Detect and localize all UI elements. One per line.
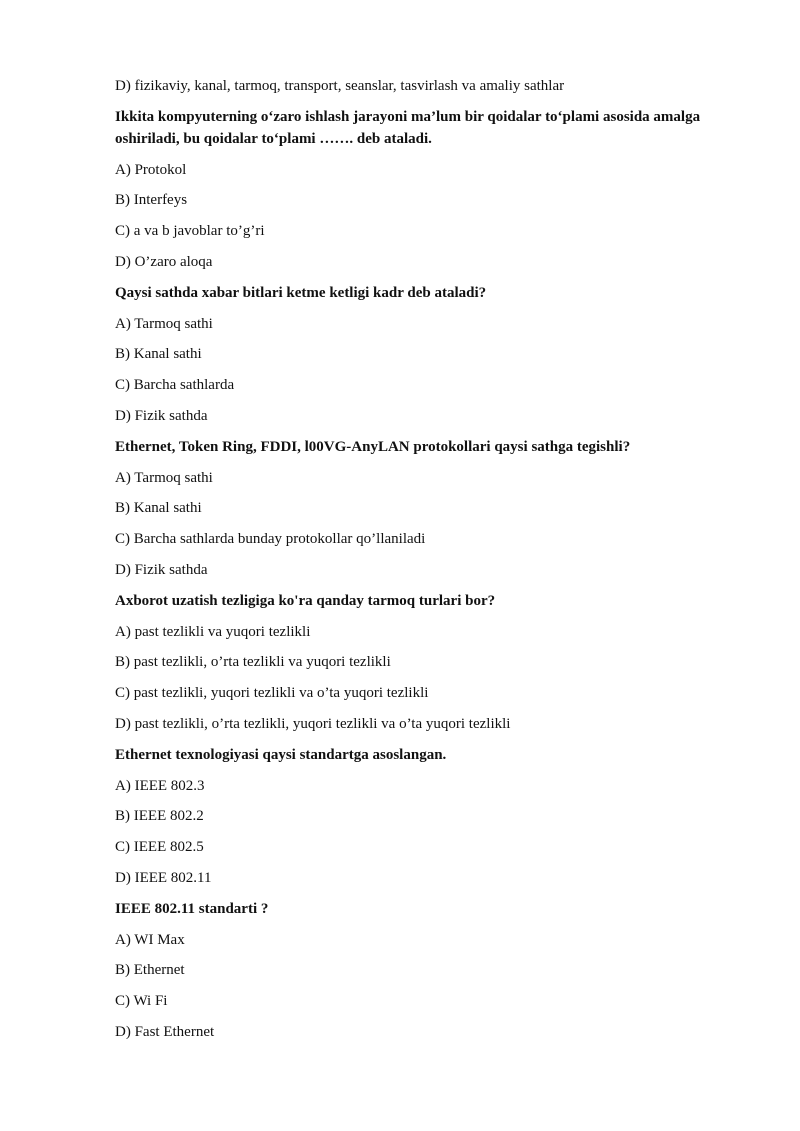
option-d: D) Fizik sathda xyxy=(115,407,208,424)
option-b: B) Kanal sathi xyxy=(115,346,202,363)
option-d: D) O’zaro aloqa xyxy=(115,253,213,270)
option-c: C) Wi Fi xyxy=(115,993,168,1010)
option-a: A) past tezlikli va yuqori tezlikli xyxy=(115,623,311,640)
option-d: D) Fast Ethernet xyxy=(115,1023,215,1040)
question-block-2 xyxy=(115,282,755,427)
option-b: B) Kanal sathi xyxy=(115,500,202,517)
option-a: A) IEEE 802.3 xyxy=(115,777,205,794)
question-block-4 xyxy=(115,590,755,735)
question-text: Qaysi sathda xabar bitlari ketme ketligi kadr deb ataladi? xyxy=(115,284,487,301)
option-d: D) IEEE 802.11 xyxy=(115,869,212,886)
question-block-1 xyxy=(115,106,755,273)
option-a: A) Protokol xyxy=(115,161,187,178)
question-block-6 xyxy=(115,898,755,1043)
option-c: C) IEEE 802.5 xyxy=(115,839,204,856)
option-c: C) a va b javoblar to’g’ri xyxy=(115,223,265,240)
question-block-5 xyxy=(115,744,755,889)
option-b: B) Ethernet xyxy=(115,962,185,979)
option-c: C) past tezlikli, yuqori tezlikli va o’ta yuqori tezlikli xyxy=(115,685,429,702)
question-text: Axborot uzatish tezligiga ko'ra qanday tarmoq turlari bor? xyxy=(115,592,496,609)
intro-option-line: D) fizikaviy, kanal, tarmoq, transport, seanslar, tasvirlash va amaliy sathlar xyxy=(115,78,565,94)
option-b: B) IEEE 802.2 xyxy=(115,808,204,825)
question-text: Ikkita kompyuterning o‘zaro ishlash jarayoni ma’lum bir qoidalar to‘plami asosida amalga oshiriladi, bu qoidalar to‘plami ……. deb ataladi. xyxy=(115,108,701,147)
option-b: B) past tezlikli, o’rta tezlikli va yuqori tezlikli xyxy=(115,654,391,671)
question-text: IEEE 802.11 standarti ? xyxy=(115,900,269,917)
option-a: A) Tarmoq sathi xyxy=(115,315,213,332)
option-d: D) Fizik sathda xyxy=(115,561,208,578)
option-c: C) Barcha sathlarda xyxy=(115,377,235,394)
option-a: A) WI Max xyxy=(115,931,185,948)
option-c: C) Barcha sathlarda bunday protokollar qo’llaniladi xyxy=(115,531,426,548)
option-b: B) Interfeys xyxy=(115,192,188,209)
question-text: Ethernet, Token Ring, FDDI, l00VG-AnyLAN protokollari qaysi sathga tegishli? xyxy=(115,438,631,455)
question-block-3 xyxy=(115,436,755,581)
document-page xyxy=(115,70,755,1052)
option-d: D) past tezlikli, o’rta tezlikli, yuqori tezlikli va o’ta yuqori tezlikli xyxy=(115,715,511,732)
option-a: A) Tarmoq sathi xyxy=(115,469,213,486)
question-text: Ethernet texnologiyasi qaysi standartga asoslangan. xyxy=(115,746,447,763)
